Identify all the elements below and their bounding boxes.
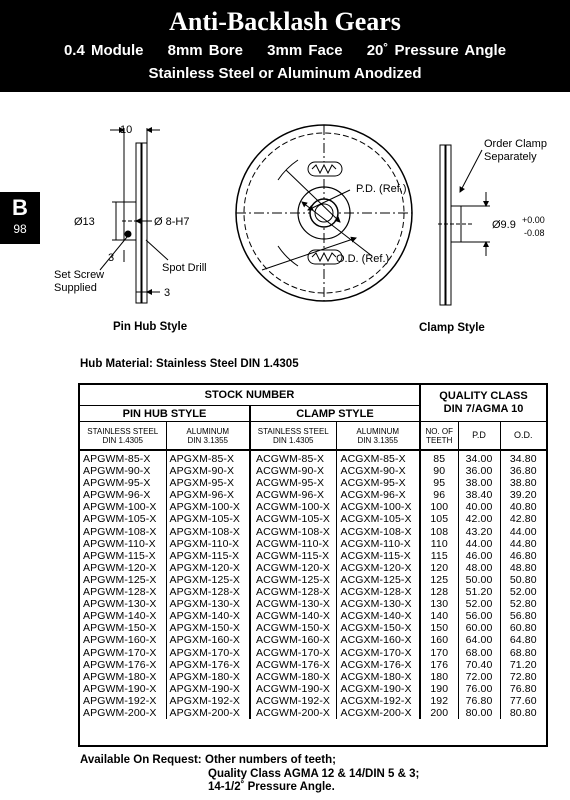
cell-pin-al: APGXM-110-X bbox=[166, 538, 250, 550]
cell-clamp-ss: ACGWM-170-X bbox=[250, 647, 336, 659]
cell-clamp-al: ACGXM-170-X bbox=[336, 647, 420, 659]
dim-10: 10 bbox=[120, 124, 133, 136]
cell-clamp-al: ACGXM-192-X bbox=[336, 695, 420, 707]
availability-note bbox=[80, 754, 419, 795]
cell-pin-ss: APGWM-140-X bbox=[83, 610, 157, 623]
cell-clamp-ss: ACGWM-108-X bbox=[250, 526, 336, 538]
cell-pin-al: APGXM-120-X bbox=[166, 562, 250, 574]
clamp-caption: Clamp Style bbox=[419, 322, 485, 334]
cell-pin-ss: APGWM-128-X bbox=[83, 586, 157, 599]
cell-pin-al: APGXM-160-X bbox=[166, 634, 250, 646]
cell-clamp-ss: ACGWM-120-X bbox=[250, 562, 336, 574]
cell-clamp-al: ACGXM-115-X bbox=[336, 550, 420, 562]
col-od: O.D. bbox=[500, 422, 546, 451]
stock-table bbox=[78, 383, 548, 747]
cell-clamp-al: ACGXM-128-X bbox=[336, 586, 420, 598]
cell-clamp-ss: ACGWM-105-X bbox=[250, 513, 336, 525]
spec-face: 3mm Face bbox=[267, 42, 343, 59]
cell-clamp-al: ACGXM-130-X bbox=[336, 598, 420, 610]
cell-pin-ss: APGWM-115-X bbox=[83, 549, 156, 562]
order-clamp-label: Order Clamp bbox=[484, 138, 547, 150]
stock-table-grid bbox=[80, 385, 546, 719]
cell-pd: 64.00 bbox=[458, 634, 500, 646]
cell-pd: 38.40 bbox=[458, 489, 500, 501]
page-header bbox=[0, 0, 570, 92]
cell-od: 44.00 bbox=[500, 526, 546, 538]
technical-drawings bbox=[40, 110, 570, 340]
col-teeth-l2: TEETH bbox=[426, 435, 453, 445]
cell-clamp-al: ACGXM-120-X bbox=[336, 562, 420, 574]
table-row bbox=[80, 598, 546, 610]
cell-pin-ss: APGWM-85-X bbox=[83, 453, 151, 465]
cell-pd: 70.40 bbox=[458, 659, 500, 671]
cell-pin-ss: APGWM-200-X bbox=[83, 706, 157, 719]
cell-teeth: 140 bbox=[420, 610, 458, 622]
cell-pin-al: APGXM-150-X bbox=[166, 622, 250, 634]
cell-clamp-al: ACGXM-100-X bbox=[336, 501, 420, 513]
cell-teeth: 90 bbox=[420, 465, 458, 477]
cell-pd: 60.00 bbox=[458, 622, 500, 634]
cell-pin-al: APGXM-176-X bbox=[166, 659, 250, 671]
set-screw-label: Set Screw bbox=[54, 269, 105, 281]
cell-clamp-al: ACGXM-90-X bbox=[336, 465, 420, 477]
cell-pin-ss: APGWM-170-X bbox=[83, 646, 157, 659]
stock-table-body bbox=[80, 450, 546, 719]
cell-pd: 76.00 bbox=[458, 683, 500, 695]
table-row bbox=[80, 695, 546, 707]
cell-od: 36.80 bbox=[500, 465, 546, 477]
cell-od: 34.80 bbox=[500, 450, 546, 465]
col-teeth-l1: NO. OF bbox=[425, 426, 454, 436]
dim-99: Ø9.9 bbox=[492, 219, 516, 231]
cell-teeth: 180 bbox=[420, 671, 458, 683]
table-row bbox=[80, 489, 546, 501]
table-row bbox=[80, 610, 546, 622]
table-row bbox=[80, 622, 546, 634]
col-clamp-al-l2: DIN 3.1355 bbox=[357, 435, 398, 445]
cell-pin-al: APGXM-108-X bbox=[166, 526, 250, 538]
cell-pin-al: APGXM-130-X bbox=[166, 598, 250, 610]
cell-pin-ss: APGWM-190-X bbox=[83, 682, 157, 695]
cell-clamp-al: ACGXM-190-X bbox=[336, 683, 420, 695]
cell-pd: 68.00 bbox=[458, 647, 500, 659]
cell-clamp-ss: ACGWM-190-X bbox=[250, 683, 336, 695]
dim-3-hub: 3 bbox=[108, 252, 115, 264]
table-row bbox=[80, 513, 546, 525]
cell-clamp-al: ACGXM-180-X bbox=[336, 671, 420, 683]
cell-pin-ss: APGWM-100-X bbox=[83, 501, 157, 514]
cell-clamp-ss: ACGWM-90-X bbox=[250, 465, 336, 477]
table-row bbox=[80, 550, 546, 562]
cell-teeth: 192 bbox=[420, 695, 458, 707]
cell-pin-al: APGXM-128-X bbox=[166, 586, 250, 598]
cell-teeth: 130 bbox=[420, 598, 458, 610]
cell-pd: 38.00 bbox=[458, 477, 500, 489]
col-pin-ss bbox=[80, 422, 166, 451]
table-row bbox=[80, 586, 546, 598]
cell-pd: 46.00 bbox=[458, 550, 500, 562]
col-clamp-ss-l2: DIN 1.4305 bbox=[273, 435, 314, 445]
cell-teeth: 100 bbox=[420, 501, 458, 513]
table-row bbox=[80, 450, 546, 465]
cell-clamp-ss: ACGWM-96-X bbox=[250, 489, 336, 501]
cell-clamp-ss: ACGWM-85-X bbox=[250, 450, 336, 465]
cell-clamp-al: ACGXM-96-X bbox=[336, 489, 420, 501]
cell-clamp-ss: ACGWM-110-X bbox=[250, 538, 336, 550]
col-clamp-al bbox=[336, 422, 420, 451]
stock-number-header: STOCK NUMBER bbox=[80, 385, 420, 406]
cell-pd: 51.20 bbox=[458, 586, 500, 598]
cell-pd: 76.80 bbox=[458, 695, 500, 707]
col-pin-ss-l2: DIN 1.4305 bbox=[102, 435, 143, 445]
pin-hub-style-header: PIN HUB STYLE bbox=[80, 406, 250, 422]
spot-drill-label: Spot Drill bbox=[162, 262, 207, 274]
cell-teeth: 110 bbox=[420, 538, 458, 550]
cell-od: 52.00 bbox=[500, 586, 546, 598]
spec-pressure-angle: 20˚ Pressure Angle bbox=[366, 42, 507, 59]
cell-pd: 36.00 bbox=[458, 465, 500, 477]
cell-pd: 80.00 bbox=[458, 707, 500, 719]
cell-od: 72.80 bbox=[500, 671, 546, 683]
available-label: Available On Request: bbox=[80, 754, 202, 766]
cell-pin-ss: APGWM-192-X bbox=[83, 694, 157, 707]
col-pin-al-l2: DIN 3.1355 bbox=[187, 435, 228, 445]
tolerance-minus: -0.08 bbox=[524, 228, 545, 238]
cell-clamp-ss: ACGWM-180-X bbox=[250, 671, 336, 683]
cell-clamp-al: ACGXM-125-X bbox=[336, 574, 420, 586]
cell-od: 56.80 bbox=[500, 610, 546, 622]
col-pd: P.D bbox=[458, 422, 500, 451]
quality-class-line1: QUALITY CLASS bbox=[439, 390, 528, 402]
cell-pin-al: APGXM-192-X bbox=[166, 695, 250, 707]
cell-pd: 42.00 bbox=[458, 513, 500, 525]
cell-pd: 48.00 bbox=[458, 562, 500, 574]
table-row bbox=[80, 526, 546, 538]
quality-class-header bbox=[420, 385, 546, 422]
col-teeth bbox=[420, 422, 458, 451]
cell-od: 44.80 bbox=[500, 538, 546, 550]
cell-clamp-al: ACGXM-150-X bbox=[336, 622, 420, 634]
table-row bbox=[80, 562, 546, 574]
cell-od: 76.80 bbox=[500, 683, 546, 695]
cell-pin-ss: APGWM-110-X bbox=[83, 537, 156, 550]
dim-3-face: 3 bbox=[164, 287, 171, 299]
col-clamp-ss bbox=[250, 422, 336, 451]
cell-od: 46.80 bbox=[500, 550, 546, 562]
cell-od: 50.80 bbox=[500, 574, 546, 586]
cell-teeth: 125 bbox=[420, 574, 458, 586]
table-row bbox=[80, 647, 546, 659]
cell-od: 71.20 bbox=[500, 659, 546, 671]
cell-od: 77.60 bbox=[500, 695, 546, 707]
cell-clamp-al: ACGXM-176-X bbox=[336, 659, 420, 671]
cell-clamp-al: ACGXM-140-X bbox=[336, 610, 420, 622]
clamp-style-header: CLAMP STYLE bbox=[250, 406, 420, 422]
cell-clamp-ss: ACGWM-200-X bbox=[250, 707, 336, 719]
od-ref-label: O.D. (Ref.) bbox=[336, 253, 390, 265]
tolerance-plus: +0.00 bbox=[522, 215, 545, 225]
cell-teeth: 120 bbox=[420, 562, 458, 574]
spec-bore: 8mm Bore bbox=[167, 42, 243, 59]
page-number: 98 bbox=[13, 222, 27, 236]
cell-clamp-ss: ACGWM-160-X bbox=[250, 634, 336, 646]
dim-13: Ø13 bbox=[74, 216, 95, 228]
cell-pin-ss: APGWM-160-X bbox=[83, 634, 157, 647]
cell-pin-ss: APGWM-96-X bbox=[83, 489, 151, 502]
table-row bbox=[80, 671, 546, 683]
col-clamp-ss-l1: STAINLESS STEEL bbox=[257, 426, 329, 436]
available-line2: Quality Class AGMA 12 & 14/DIN 5 & 3; bbox=[208, 767, 420, 780]
cell-od: 38.80 bbox=[500, 477, 546, 489]
cell-pin-al: APGXM-100-X bbox=[166, 501, 250, 513]
cell-pin-ss: APGWM-125-X bbox=[83, 573, 157, 586]
cell-teeth: 85 bbox=[420, 450, 458, 465]
cell-od: 39.20 bbox=[500, 489, 546, 501]
cell-od: 40.80 bbox=[500, 501, 546, 513]
supplied-label: Supplied bbox=[54, 282, 97, 294]
hub-material-note: Hub Material: Stainless Steel DIN 1.4305 bbox=[80, 358, 299, 370]
cell-od: 68.80 bbox=[500, 647, 546, 659]
cell-pin-ss: APGWM-120-X bbox=[83, 561, 157, 574]
col-pin-ss-l1: STAINLESS STEEL bbox=[87, 426, 159, 436]
cell-pin-ss: APGWM-150-X bbox=[83, 622, 157, 635]
cell-clamp-ss: ACGWM-115-X bbox=[250, 550, 336, 562]
cell-clamp-ss: ACGWM-128-X bbox=[250, 586, 336, 598]
cell-pin-al: APGXM-200-X bbox=[166, 707, 250, 719]
cell-pd: 43.20 bbox=[458, 526, 500, 538]
col-clamp-al-l1: ALUMINUM bbox=[356, 426, 400, 436]
cell-teeth: 115 bbox=[420, 550, 458, 562]
cell-clamp-al: ACGXM-85-X bbox=[336, 450, 420, 465]
section-tab bbox=[0, 192, 40, 244]
cell-pin-ss: APGWM-130-X bbox=[83, 598, 157, 611]
cell-clamp-al: ACGXM-105-X bbox=[336, 513, 420, 525]
cell-pin-al: APGXM-85-X bbox=[166, 450, 250, 465]
gear-front-view bbox=[236, 125, 412, 301]
col-pin-al-l1: ALUMINUM bbox=[186, 426, 230, 436]
cell-clamp-ss: ACGWM-140-X bbox=[250, 610, 336, 622]
cell-pin-al: APGXM-95-X bbox=[166, 477, 250, 489]
table-row bbox=[80, 574, 546, 586]
table-row bbox=[80, 707, 546, 719]
cell-pin-al: APGXM-90-X bbox=[166, 465, 250, 477]
table-row bbox=[80, 477, 546, 489]
cell-teeth: 160 bbox=[420, 634, 458, 646]
cell-teeth: 200 bbox=[420, 707, 458, 719]
cell-pd: 50.00 bbox=[458, 574, 500, 586]
dim-8h7: Ø 8-H7 bbox=[154, 216, 190, 228]
cell-pin-al: APGXM-96-X bbox=[166, 489, 250, 501]
drawing-canvas bbox=[40, 110, 570, 340]
cell-pd: 56.00 bbox=[458, 610, 500, 622]
cell-od: 60.80 bbox=[500, 622, 546, 634]
table-row bbox=[80, 683, 546, 695]
pin-hub-caption: Pin Hub Style bbox=[113, 321, 188, 333]
pd-ref-label: P.D. (Ref.) bbox=[356, 183, 407, 195]
cell-pin-ss: APGWM-180-X bbox=[83, 670, 157, 683]
cell-od: 42.80 bbox=[500, 513, 546, 525]
cell-pin-ss: APGWM-176-X bbox=[83, 658, 157, 671]
cell-clamp-ss: ACGWM-100-X bbox=[250, 501, 336, 513]
spec-module: 0.4 Module bbox=[63, 42, 144, 59]
cell-pd: 34.00 bbox=[458, 450, 500, 465]
cell-pd: 44.00 bbox=[458, 538, 500, 550]
cell-clamp-ss: ACGWM-176-X bbox=[250, 659, 336, 671]
cell-teeth: 128 bbox=[420, 586, 458, 598]
cell-clamp-al: ACGXM-108-X bbox=[336, 526, 420, 538]
cell-clamp-ss: ACGWM-125-X bbox=[250, 574, 336, 586]
cell-clamp-al: ACGXM-95-X bbox=[336, 477, 420, 489]
cell-pd: 40.00 bbox=[458, 501, 500, 513]
cell-clamp-ss: ACGWM-95-X bbox=[250, 477, 336, 489]
cell-clamp-al: ACGXM-110-X bbox=[336, 538, 420, 550]
cell-pin-al: APGXM-140-X bbox=[166, 610, 250, 622]
cell-pin-al: APGXM-180-X bbox=[166, 671, 250, 683]
cell-teeth: 96 bbox=[420, 489, 458, 501]
cell-od: 80.80 bbox=[500, 707, 546, 719]
cell-pd: 52.00 bbox=[458, 598, 500, 610]
quality-class-line2: DIN 7/AGMA 10 bbox=[443, 403, 524, 415]
cell-clamp-al: ACGXM-200-X bbox=[336, 707, 420, 719]
table-row bbox=[80, 465, 546, 477]
cell-teeth: 108 bbox=[420, 526, 458, 538]
cell-pin-al: APGXM-170-X bbox=[166, 647, 250, 659]
spec-line bbox=[0, 42, 570, 59]
cell-od: 48.80 bbox=[500, 562, 546, 574]
cell-pin-ss: APGWM-90-X bbox=[83, 465, 151, 478]
cell-pd: 72.00 bbox=[458, 671, 500, 683]
cell-pin-al: APGXM-190-X bbox=[166, 683, 250, 695]
cell-clamp-ss: ACGWM-192-X bbox=[250, 695, 336, 707]
table-row bbox=[80, 659, 546, 671]
available-line3: 14-1/2˚ Pressure Angle. bbox=[208, 781, 335, 793]
material-line: Stainless Steel or Aluminum Anodized bbox=[148, 65, 422, 82]
cell-pin-al: APGXM-125-X bbox=[166, 574, 250, 586]
available-line1: Other numbers of teeth; bbox=[205, 754, 336, 766]
separately-label: Separately bbox=[484, 151, 537, 163]
cell-od: 64.80 bbox=[500, 634, 546, 646]
cell-teeth: 170 bbox=[420, 647, 458, 659]
cell-teeth: 150 bbox=[420, 622, 458, 634]
cell-pin-al: APGXM-115-X bbox=[166, 550, 250, 562]
page-title: Anti-Backlash Gears bbox=[169, 7, 401, 36]
clamp-drawing bbox=[438, 145, 490, 305]
cell-clamp-ss: ACGWM-150-X bbox=[250, 622, 336, 634]
table-row bbox=[80, 501, 546, 513]
cell-teeth: 95 bbox=[420, 477, 458, 489]
cell-pin-ss: APGWM-95-X bbox=[83, 477, 151, 490]
table-row bbox=[80, 634, 546, 646]
col-pin-al bbox=[166, 422, 250, 451]
cell-teeth: 176 bbox=[420, 659, 458, 671]
cell-clamp-ss: ACGWM-130-X bbox=[250, 598, 336, 610]
cell-teeth: 105 bbox=[420, 513, 458, 525]
table-row bbox=[80, 538, 546, 550]
cell-clamp-al: ACGXM-160-X bbox=[336, 634, 420, 646]
cell-pin-al: APGXM-105-X bbox=[166, 513, 250, 525]
cell-pin-ss: APGWM-105-X bbox=[83, 513, 157, 526]
cell-od: 52.80 bbox=[500, 598, 546, 610]
cell-pin-ss: APGWM-108-X bbox=[83, 525, 157, 538]
cell-teeth: 190 bbox=[420, 683, 458, 695]
section-letter: B bbox=[12, 195, 28, 220]
